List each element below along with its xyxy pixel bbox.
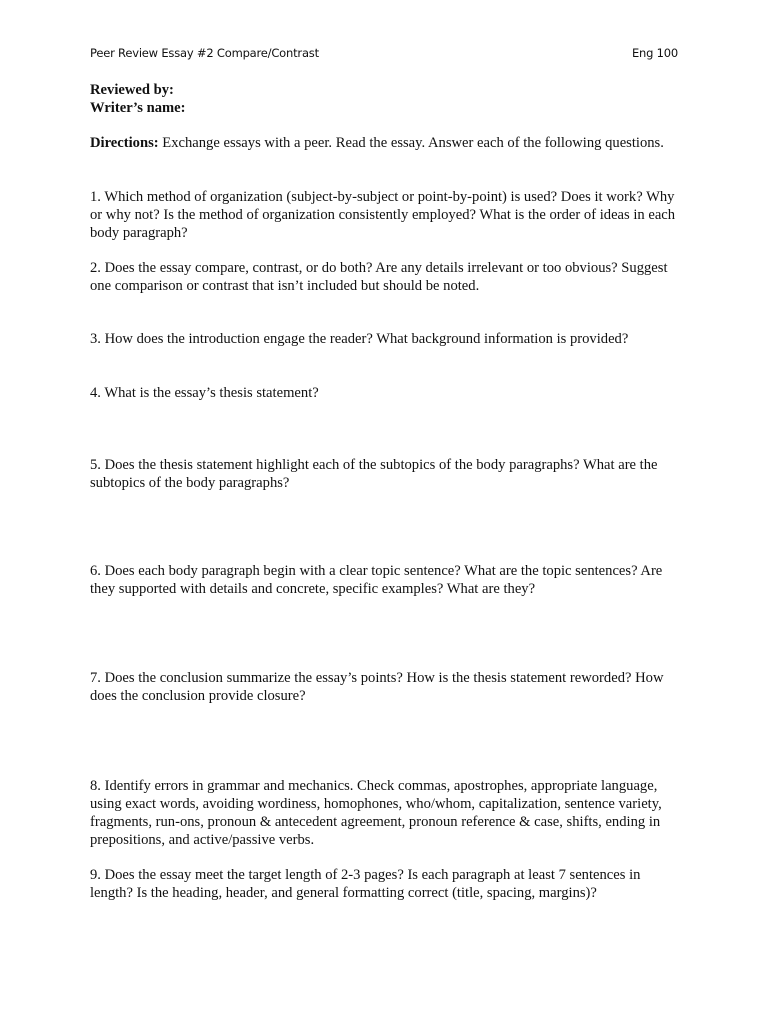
reviewed-by-label: Reviewed by: xyxy=(90,82,174,98)
question-1: 1. Which method of organization (subject-by-subject or point-by-point) is used? Does it work? Why or why not? Is the method of organization consistently employed? What is the order of ideas in each body paragraph? xyxy=(90,189,676,241)
question-6: 6. Does each body paragraph begin with a clear topic sentence? What are the topic sentences? Are they supported with details and concrete, specific examples? What are they? xyxy=(90,563,663,597)
page-header xyxy=(90,46,678,64)
question-8: 8. Identify errors in grammar and mechanics. Check commas, apostrophes, appropriate language, using exact words, avoiding wordiness, homophones, who/whom, capitalization, sentence variety, fragments, run-ons, pronoun & antecedent agreement, pronoun reference & case, shifts, ending in prepositions, and active/passive verbs. xyxy=(90,778,662,848)
directions-text: Exchange essays with a peer. Read the essay. Answer each of the following questions. xyxy=(158,135,664,151)
question-4: 4. What is the essay’s thesis statement? xyxy=(90,385,319,401)
question-5: 5. Does the thesis statement highlight each of the subtopics of the body paragraphs? What are the subtopics of the body paragraphs? xyxy=(90,457,658,491)
question-9: 9. Does the essay meet the target length of 2-3 pages? Is each paragraph at least 7 sentences in length? Is the heading, header, and general formatting correct (title, spacing, margins)? xyxy=(90,867,641,901)
writers-name-label: Writer’s name: xyxy=(90,100,186,116)
question-2: 2. Does the essay compare, contrast, or do both? Are any details irrelevant or too obvious? Suggest one comparison or contrast that isn’t included but should be noted. xyxy=(90,260,668,294)
question-7: 7. Does the conclusion summarize the essay’s points? How is the thesis statement reworded? How does the conclusion provide closure? xyxy=(90,670,664,704)
directions-label: Directions: xyxy=(90,135,159,151)
header-title: Peer Review Essay #2 Compare/Contrast xyxy=(90,46,319,60)
header-course: Eng 100 xyxy=(631,46,678,60)
directions-paragraph xyxy=(90,134,682,152)
question-3: 3. How does the introduction engage the reader? What background information is provided? xyxy=(90,331,629,347)
